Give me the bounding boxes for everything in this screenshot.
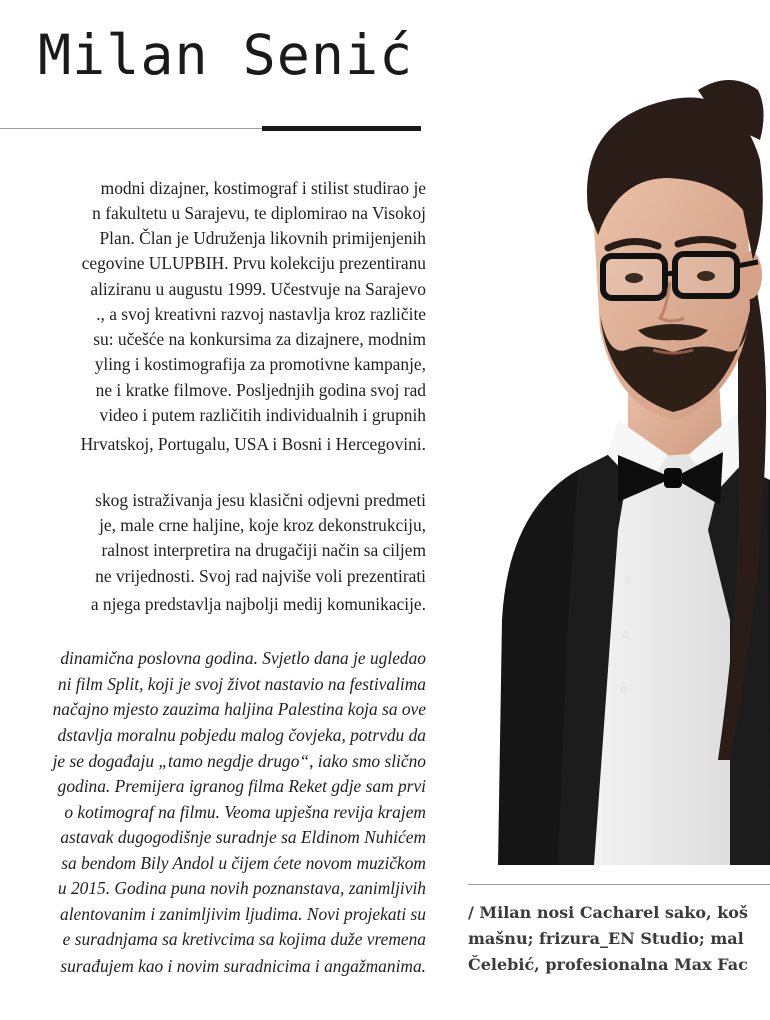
photo-caption <box>468 900 770 978</box>
text-line: alentovanim i zanimljivim ljudima. Novi projekati su <box>60 904 426 924</box>
text-line: godina. Premijera igranog filma Reket gdje sam prvi <box>57 776 426 796</box>
text-line: ne vrijednosti. Svoj rad najviše voli prezentirati <box>95 566 426 586</box>
caption-line: Čelebić, profesionalna Max Fac <box>468 955 748 974</box>
text-line: e suradnjama sa kretivcima sa kojima duže vremena <box>62 929 426 949</box>
text-line: surađujem kao i novim suradnicima i angažmanima. <box>60 956 426 976</box>
text-line: aliziranu u augustu 1999. Učestvuje na Sarajevo <box>90 279 426 299</box>
title-divider-accent <box>262 126 421 131</box>
portrait-illustration <box>468 60 770 865</box>
text-line: dstavlja moralnu pobjedu malog čovjeka, potrvdu da <box>57 725 426 745</box>
text-line: je se događaju „tamo negdje drugo“, iako smo slično <box>52 751 426 771</box>
text-line: n fakultetu u Sarajevu, te diplomirao na Visokoj <box>92 203 426 223</box>
caption-divider <box>468 884 770 885</box>
text-line: u 2015. Godina puna novih poznanstava, zanimljivih <box>57 878 426 898</box>
text-line: ralnost interpretira na drugačiji način sa ciljem <box>101 540 426 560</box>
text-line: sa bendom Bily Andol u čijem ćete novom muzičkom <box>61 853 426 873</box>
text-line: su: učešće na konkursima za dizajnere, modnim <box>93 329 426 349</box>
text-line: cegovine ULUPBIH. Prvu kolekciju prezentiranu <box>81 253 426 273</box>
text-line: skog istraživanja jesu klasični odjevni predmeti <box>95 490 426 510</box>
caption-line: mašnu; frizura_EN Studio; mal <box>468 929 744 948</box>
text-line: ne i kratke filmove. Posljednjih godina svoj rad <box>95 380 426 400</box>
text-line: o kotimograf na filmu. Veoma upješna revija krajem <box>64 802 426 822</box>
text-line: Hrvatskoj, Portugalu, USA i Bosni i Hercegovini. <box>80 434 426 454</box>
text-line: astavak dugogodišnje suradnje sa Eldinom Nuhićem <box>60 827 426 847</box>
text-line: Plan. Član je Udruženja likovnih primijenjenih <box>99 228 426 248</box>
text-line: dinamična poslovna godina. Svjetlo dana je ugledao <box>60 648 426 668</box>
text-line: ni film Split, koji je svoj život nastavio na festivalima <box>57 674 426 694</box>
text-line: yling i kostimografija za promotivne kampanje, <box>94 354 426 374</box>
text-line: modni dizajner, kostimograf i stilist studirao je <box>100 178 426 198</box>
page-title: Milan Senić <box>38 23 414 87</box>
text-line: ., a svoj kreativni razvoj nastavlja kroz različite <box>96 304 426 324</box>
portrait-photo <box>468 60 770 865</box>
text-line: je, male crne haljine, koje kroz dekonstrukciju, <box>99 515 426 535</box>
text-line: a njega predstavlja najbolji medij komunikacije. <box>90 594 426 614</box>
caption-line: / Milan nosi Cacharel sako, koš <box>468 903 748 922</box>
text-line: načajno mjesto zauzima haljina Palestina koja sa ove <box>52 699 426 719</box>
text-line: video i putem različitih individualnih i grupnih <box>99 405 426 425</box>
